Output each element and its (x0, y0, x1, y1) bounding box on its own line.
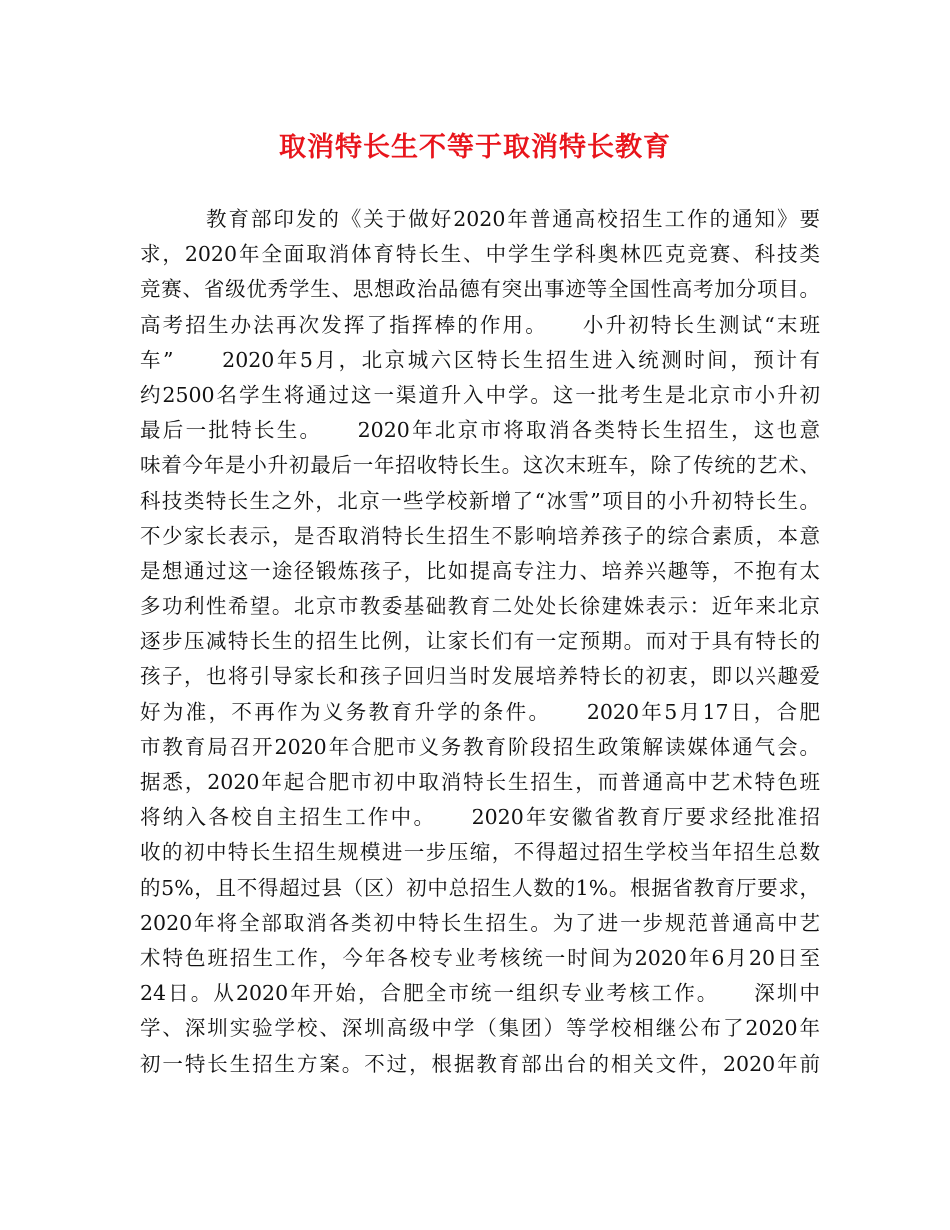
text-line: 将纳入各校自主招生工作中。 2020年安徽省教育厅要求经批准招 (140, 805, 820, 830)
text-line: 竞赛、省级优秀学生、思想政治品德有突出事迹等全国性高考加分项目。 (140, 277, 820, 302)
text-line: 市教育局召开2020年合肥市义务教育阶段招生政策解读媒体通气会。 (140, 734, 820, 759)
text-line: 车” 2020年5月，北京城六区特长生招生进入统测时间，预计有 (140, 347, 820, 372)
text-line: 的5%，且不得超过县（区）初中总招生人数的1%。根据省教育厅要求， (140, 875, 820, 900)
text-line: 2020年将全部取消各类初中特长生招生。为了进一步规范普通高中艺 (140, 910, 820, 935)
text-line: 求，2020年全面取消体育特长生、中学生学科奥林匹克竞赛、科技类 (140, 242, 820, 267)
article-body (140, 202, 820, 1082)
text-line: 高考招生办法再次发挥了指挥棒的作用。 小升初特长生测试“末班 (140, 312, 820, 337)
text-line: 味着今年是小升初最后一年招收特长生。这次末班车，除了传统的艺术、 (140, 453, 820, 478)
text-line: 学、深圳实验学校、深圳高级中学（集团）等学校相继公布了2020年 (140, 1016, 820, 1041)
text-line: 约2500名学生将通过这一渠道升入中学。这一批考生是北京市小升初 (140, 382, 820, 407)
text-line: 收的初中特长生招生规模进一步压缩，不得超过招生学校当年招生总数 (140, 840, 820, 865)
text-line: 科技类特长生之外，北京一些学校新增了“冰雪”项目的小升初特长生。 (140, 488, 820, 513)
text-line: 好为准，不再作为义务教育升学的条件。 2020年5月17日，合肥 (140, 699, 820, 724)
text-line: 多功利性希望。北京市教委基础教育二处处长徐建姝表示：近年来北京 (140, 594, 820, 619)
text-line: 据悉，2020年起合肥市初中取消特长生招生，而普通高中艺术特色班 (140, 770, 820, 794)
text-line: 最后一批特长生。 2020年北京市将取消各类特长生招生，这也意 (140, 418, 820, 443)
text-line: 初一特长生招生方案。不过，根据教育部出台的相关文件，2020年前 (140, 1051, 820, 1076)
text-line: 孩子，也将引导家长和孩子回归当时发展培养特长的初衷，即以兴趣爱 (140, 664, 820, 689)
text-line: 24日。从2020年开始，合肥全市统一组织专业考核工作。 深圳中 (140, 981, 820, 1006)
text-line: 逐步压减特长生的招生比例，让家长们有一定预期。而对于具有特长的 (140, 629, 820, 654)
page-title: 取消特长生不等于取消特长教育 (279, 132, 671, 163)
text-line: 术特色班招生工作，今年各校专业考核统一时间为2020年6月20日至 (140, 945, 820, 970)
text-line: 不少家长表示，是否取消特长生招生不影响培养孩子的综合素质，本意 (140, 523, 820, 548)
text-line: 教育部印发的《关于做好2020年普通高校招生工作的通知》要 (206, 207, 820, 231)
text-line: 是想通过这一途径锻炼孩子，比如提高专注力、培养兴趣等，不抱有太 (140, 558, 820, 583)
